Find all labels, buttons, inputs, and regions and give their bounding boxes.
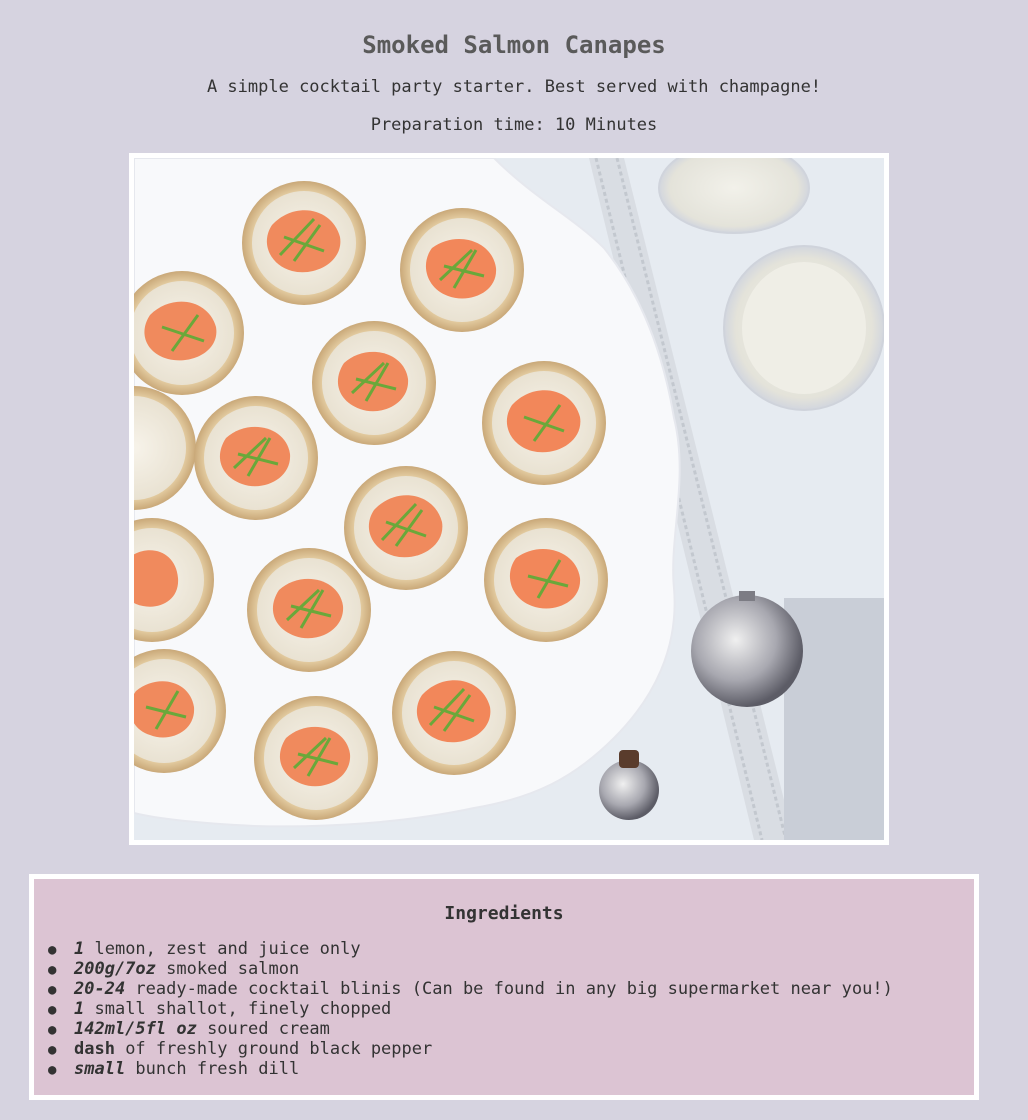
recipe-photo: [134, 158, 884, 840]
bullet-icon: ●: [48, 942, 57, 958]
recipe-photo-frame: [129, 153, 889, 845]
ingredient-text: small shallot, finely chopped: [84, 999, 392, 1019]
ingredient-quantity: 1: [74, 999, 85, 1019]
bullet-icon: ●: [48, 962, 57, 978]
list-item: [48, 1019, 893, 1039]
ingredient-quantity: 1: [74, 939, 85, 959]
list-item: [48, 979, 893, 999]
ingredients-list: [48, 939, 893, 1079]
recipe-description: A simple cocktail party starter. Best served with champagne!: [206, 77, 822, 97]
ingredient-quantity: small: [74, 1059, 126, 1079]
ingredient-text: ready-made cocktail blinis (Can be found in any big supermarket near you!): [125, 979, 893, 999]
ingredient-quantity: 142ml/5fl oz: [74, 1019, 197, 1039]
ingredient-quantity: dash: [74, 1039, 115, 1059]
prep-time: Preparation time: 10 Minutes: [370, 115, 658, 135]
ingredients-heading: Ingredients: [444, 903, 564, 924]
ingredient-quantity: 20-24: [74, 979, 126, 999]
ingredients-panel: [29, 874, 979, 1100]
recipe-title: Smoked Salmon Canapes: [362, 31, 666, 59]
bullet-icon: ●: [48, 1002, 57, 1018]
bullet-icon: ●: [48, 1022, 57, 1038]
ingredient-text: bunch fresh dill: [125, 1059, 300, 1079]
list-item: [48, 959, 893, 979]
bullet-icon: ●: [48, 1042, 57, 1058]
bullet-icon: ●: [48, 1062, 57, 1078]
list-item: [48, 999, 893, 1019]
ingredient-text: smoked salmon: [155, 959, 300, 979]
list-item: [48, 1039, 893, 1059]
ingredient-text: lemon, zest and juice only: [84, 939, 361, 959]
ingredient-text: of freshly ground black pepper: [114, 1039, 433, 1059]
list-item: [48, 939, 893, 959]
ingredient-text: soured cream: [196, 1019, 330, 1039]
bullet-icon: ●: [48, 982, 57, 998]
ingredient-quantity: 200g/7oz: [74, 959, 156, 979]
list-item: [48, 1059, 893, 1079]
